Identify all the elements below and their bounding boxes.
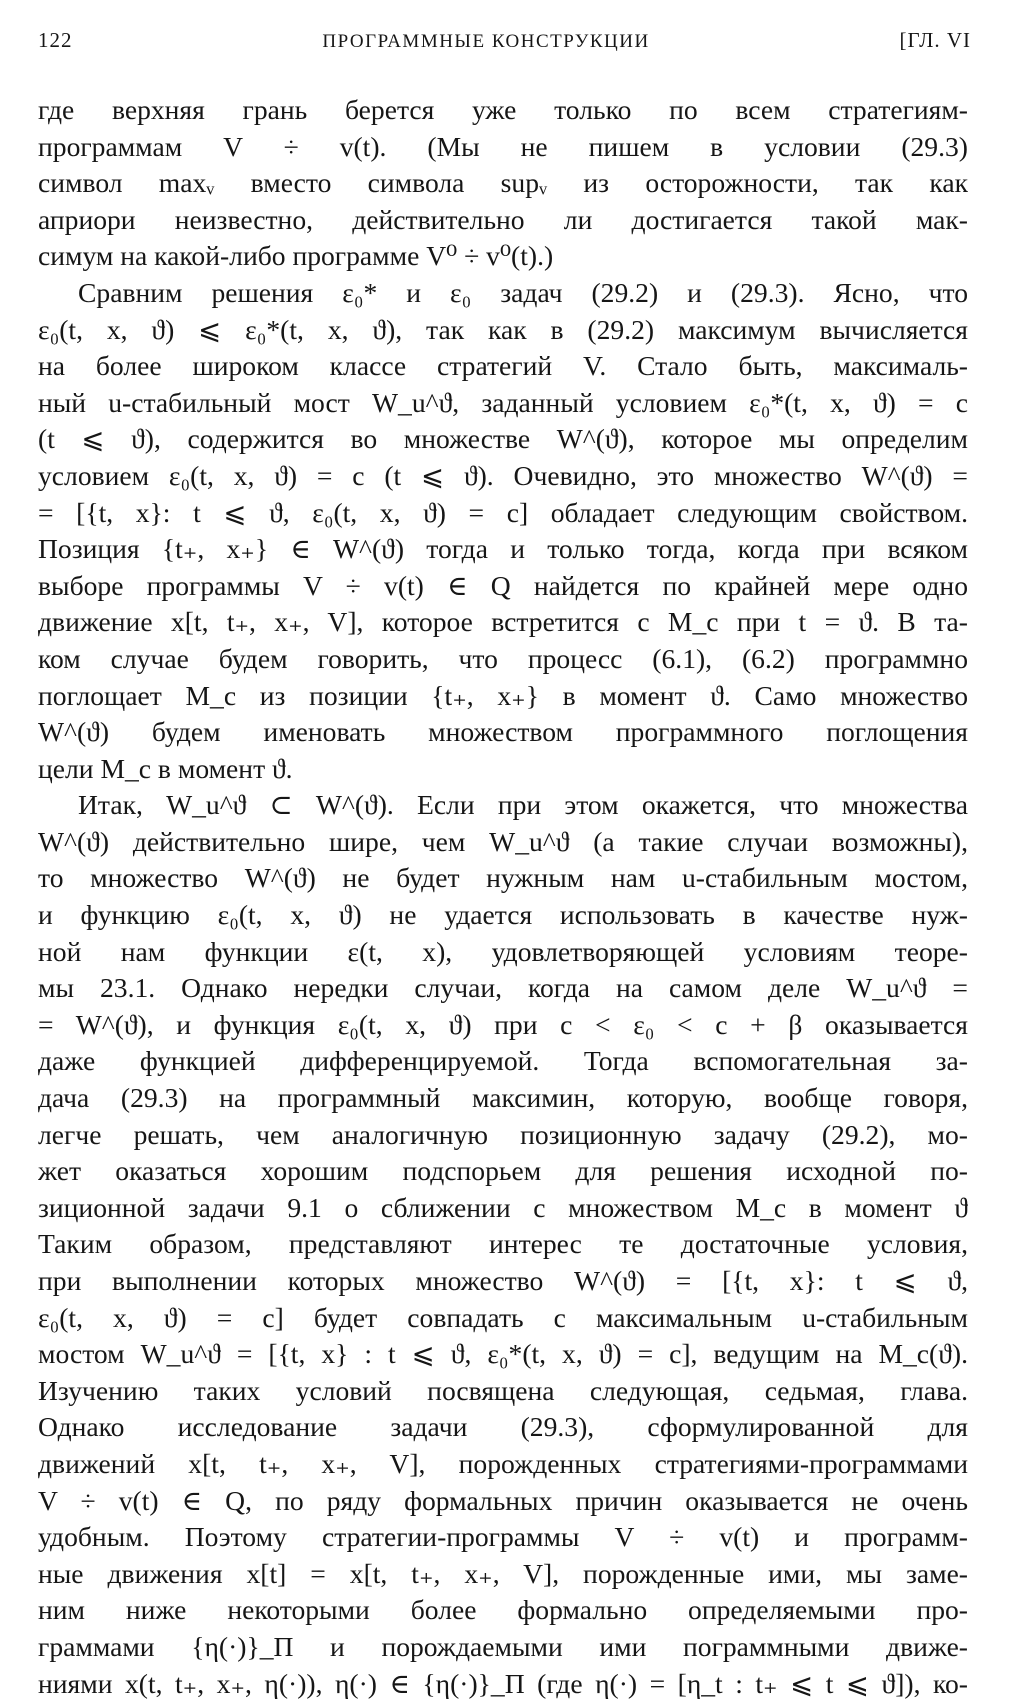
text-line: и функцию ε₀(t, x, ϑ) не удается использовать в качестве нуж- — [38, 899, 968, 931]
body-text — [38, 92, 968, 1702]
text-line: (t ⩽ ϑ), содержится во множестве W^(ϑ), которое мы определим — [38, 423, 968, 455]
text-line: выборе программы V ÷ v(t) ∈ Q найдется по крайней мере одно — [38, 569, 968, 601]
text-line: граммами {η(·)}_Π и порождаемыми ими пограммными движе- — [38, 1630, 968, 1662]
text-line: ниями x(t, t₊, x₊, η(·)), η(·) ∈ {η(·)}_Π (где η(·) = [η_t : t₊ ⩽ t ⩽ ϑ]), ко- — [38, 1667, 968, 1699]
text-line: ε₀(t, x, ϑ) ⩽ ε₀*(t, x, ϑ), так как в (29.2) максимум вычисляется — [38, 313, 968, 345]
chapter-label: [ГЛ. VI — [899, 28, 971, 52]
text-line: ной нам функции ε(t, x), удовлетворяющей условиям теоре- — [38, 935, 968, 967]
text-line: символ maxᵥ вместо символа supᵥ из осторожности, так как — [38, 167, 968, 199]
text-line: Сравним решения ε₀* и ε₀ задач (29.2) и (29.3). Ясно, что — [78, 276, 968, 308]
text-line: Позиция {t₊, x₊} ∈ W^(ϑ) тогда и только тогда, когда при всяком — [38, 533, 968, 565]
text-line: Изучению таких условий посвящена следующая, седьмая, глава. — [38, 1374, 968, 1406]
text-line: программам V ÷ v(t). (Мы не пишем в условии (29.3) — [38, 130, 968, 162]
text-line: поглощает M_c из позиции {t₊, x₊} в момент ϑ. Само множество — [38, 679, 968, 711]
text-line: мостом W_u^ϑ = [{t, x} : t ⩽ ϑ, ε₀*(t, x, ϑ) = c], ведущим на M_c(ϑ). — [38, 1338, 968, 1370]
text-line: движений x[t, t₊, x₊, V], порожденных стратегиями-программами — [38, 1447, 968, 1479]
text-line: ком случае будем говорить, что процесс (6.1), (6.2) программно — [38, 642, 968, 674]
text-line: W^(ϑ) будем именовать множеством программного поглощения — [38, 716, 968, 748]
text-line: априори неизвестно, действительно ли достигается такой мак- — [38, 203, 968, 235]
text-line: ный u-стабильный мост W_u^ϑ, заданный условием ε₀*(t, x, ϑ) = c — [38, 386, 968, 418]
text-line: удобным. Поэтому стратегии-программы V ÷ v(t) и программ- — [38, 1521, 968, 1553]
running-title: ПРОГРАММНЫЕ КОНСТРУКЦИИ — [322, 31, 650, 52]
text-line: на более широком классе стратегий V. Стало быть, максималь- — [38, 350, 968, 382]
text-line: жет оказаться хорошим подспорьем для решения исходной по- — [38, 1155, 968, 1187]
text-line: легче решать, чем аналогичную позиционную задачу (29.2), мо- — [38, 1118, 968, 1150]
text-line: даже функцией дифференцируемой. Тогда вспомогательная за- — [38, 1045, 968, 1077]
page-number: 122 — [38, 28, 73, 52]
text-line: симум на какой-либо программе V⁰ ÷ v⁰(t).) — [38, 240, 554, 272]
text-line: Таким образом, представляют интерес те достаточные условия, — [38, 1228, 968, 1260]
text-line: дача (29.3) на программный максимин, которую, вообще говоря, — [38, 1082, 968, 1114]
text-line: мы 23.1. Однако нередки случаи, когда на самом деле W_u^ϑ = — [38, 972, 968, 1004]
text-line: ε₀(t, x, ϑ) = c] будет совпадать с максимальным u-стабильным — [38, 1301, 968, 1333]
text-line: Однако исследование задачи (29.3), сформулированной для — [38, 1411, 968, 1443]
text-line: W^(ϑ) действительно шире, чем W_u^ϑ (а такие случаи возможны), — [38, 825, 968, 857]
text-line: цели M_c в момент ϑ. — [38, 752, 293, 784]
text-line: условием ε₀(t, x, ϑ) = c (t ⩽ ϑ). Очевидно, это множество W^(ϑ) = — [38, 459, 968, 491]
text-line: где верхняя грань берется уже только по всем стратегиям- — [38, 94, 968, 125]
text-line: = [{t, x}: t ⩽ ϑ, ε₀(t, x, ϑ) = c] обладает следующим свойством. — [38, 496, 968, 528]
text-line: ные движения x[t] = x[t, t₊, x₊, V], порожденные ими, мы заме- — [38, 1557, 968, 1589]
text-line: движение x[t, t₊, x₊, V], которое встретится с M_c при t = ϑ. В та- — [38, 606, 968, 638]
page-header — [38, 28, 971, 68]
text-line: ним ниже некоторыми более формально определяемыми про- — [38, 1594, 968, 1626]
text-line: при выполнении которых множество W^(ϑ) = [{t, x}: t ⩽ ϑ, — [38, 1265, 968, 1296]
text-line: то множество W^(ϑ) не будет нужным нам u-стабильным мостом, — [38, 862, 968, 894]
text-line: Итак, W_u^ϑ ⊂ W^(ϑ). Если при этом окажется, что множества — [78, 789, 968, 821]
text-line: зиционной задачи 9.1 о сближении с множеством M_c в момент ϑ — [38, 1191, 968, 1223]
text-line: V ÷ v(t) ∈ Q, по ряду формальных причин оказывается не очень — [38, 1484, 968, 1516]
text-line: = W^(ϑ), и функция ε₀(t, x, ϑ) при c < ε₀ < c + β оказывается — [38, 1008, 968, 1040]
